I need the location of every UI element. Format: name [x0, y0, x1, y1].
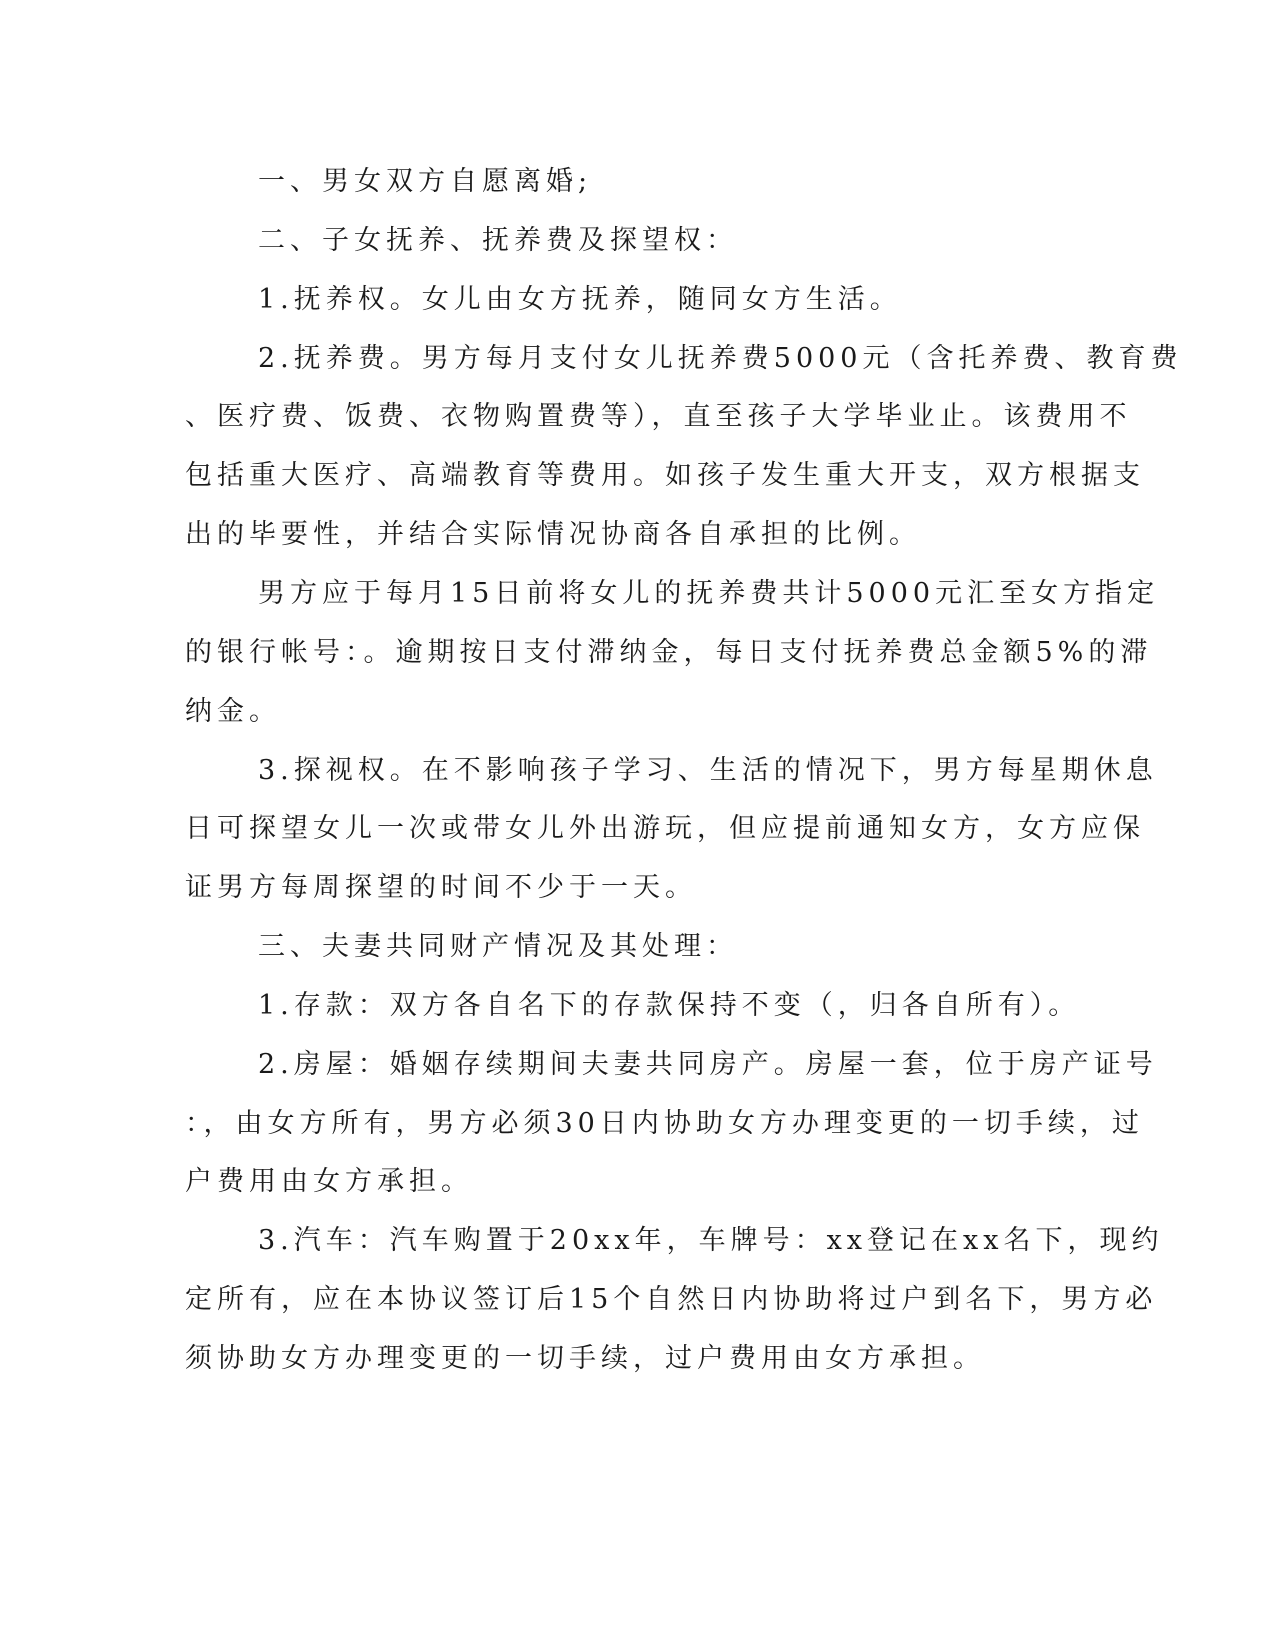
support-fee-paragraph-line-4: 出的毕要性，并结合实际情况协商各自承担的比例。 [185, 519, 921, 550]
payment-paragraph-line-1: 男方应于每月15日前将女儿的抚养费共计5000元汇至女方指定 [258, 578, 1160, 609]
payment-paragraph-line-3: 纳金。 [185, 696, 281, 727]
house-paragraph-line-3: 户费用由女方承担。 [185, 1166, 473, 1197]
visitation-paragraph-line-3: 证男方每周探望的时间不少于一天。 [185, 872, 697, 903]
clause-3-heading: 三、夫妻共同财产情况及其处理： [258, 931, 738, 962]
car-paragraph-line-1: 3.汽车：汽车购置于20xx年，车牌号：xx登记在xx名下，现约 [258, 1225, 1164, 1256]
house-paragraph-line-1: 2.房屋：婚姻存续期间夫妻共同房产。房屋一套，位于房产证号 [258, 1049, 1158, 1080]
visitation-paragraph-line-2: 日可探望女儿一次或带女儿外出游玩，但应提前通知女方，女方应保 [185, 813, 1145, 844]
payment-paragraph-line-2: 的银行帐号：。逾期按日支付滞纳金，每日支付抚养费总金额5%的滞 [185, 637, 1153, 668]
visitation-paragraph-line-1: 3.探视权。在不影响孩子学习、生活的情况下，男方每星期休息 [258, 755, 1158, 786]
support-fee-paragraph-line-1: 2.抚养费。男方每月支付女儿抚养费5000元（含托养费、教育费 [258, 343, 1183, 374]
clause-2-heading: 二、子女抚养、抚养费及探望权： [258, 225, 738, 256]
custody-paragraph: 1.抚养权。女儿由女方抚养，随同女方生活。 [258, 284, 902, 315]
car-paragraph-line-2: 定所有，应在本协议签订后15个自然日内协助将过户到名下，男方必 [185, 1284, 1158, 1315]
deposit-paragraph: 1.存款：双方各自名下的存款保持不变（，归各自所有）。 [258, 990, 1081, 1021]
support-fee-paragraph-line-2: 、医疗费、饭费、衣物购置费等），直至孩子大学毕业止。该费用不 [185, 401, 1132, 432]
car-paragraph-line-3: 须协助女方办理变更的一切手续，过户费用由女方承担。 [185, 1343, 985, 1374]
support-fee-paragraph-line-3: 包括重大医疗、高端教育等费用。如孩子发生重大开支，双方根据支 [185, 460, 1145, 491]
house-paragraph-line-2: ：，由女方所有，男方必须30日内协助女方办理变更的一切手续，过 [185, 1108, 1144, 1139]
clause-1-text: 一、男女双方自愿离婚; [258, 166, 593, 197]
